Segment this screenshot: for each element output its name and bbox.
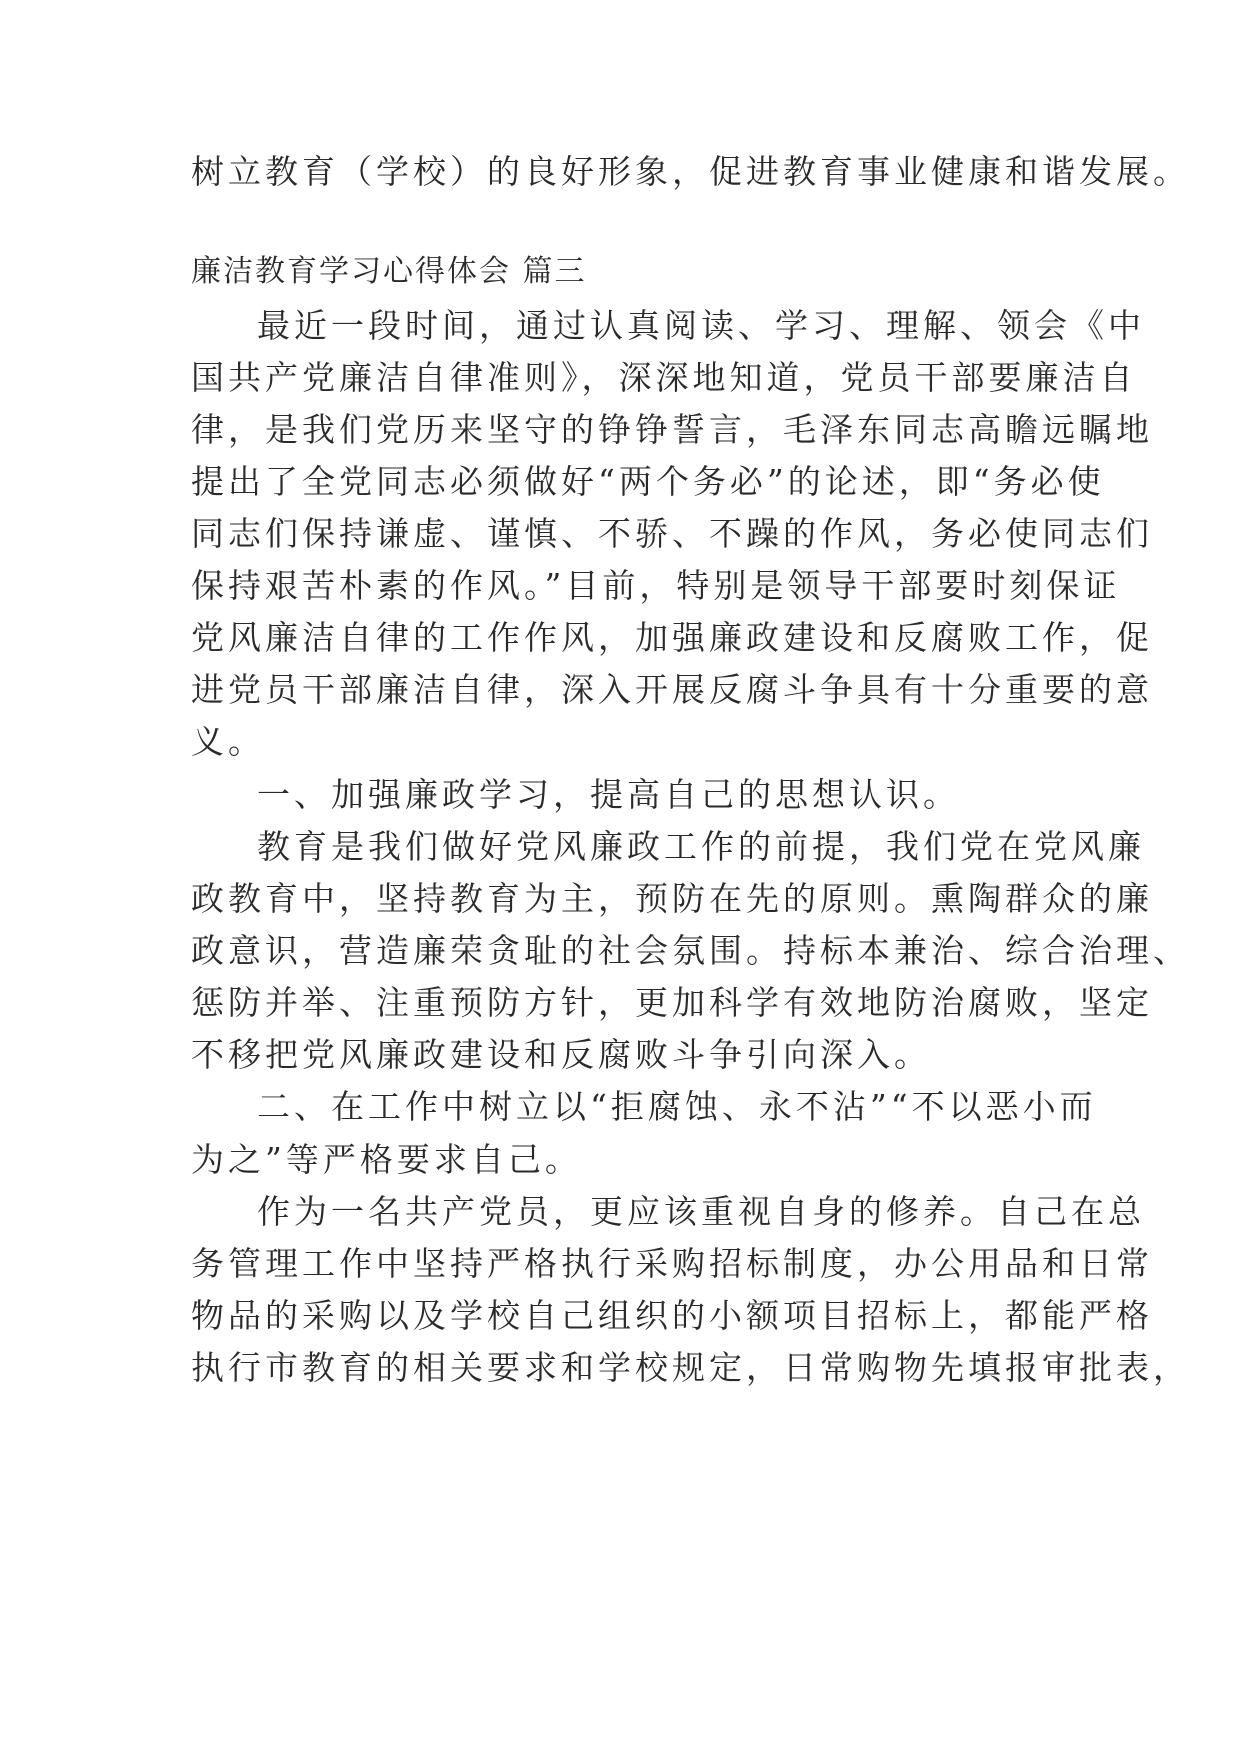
paragraph-line: 律，是我们党历来坚守的铮铮誓言，毛泽东同志高瞻远瞩地 — [191, 410, 1153, 449]
paragraph-line: 同志们保持谦虚、谨慎、不骄、不躁的作风，务必使同志们 — [191, 514, 1153, 553]
paragraph-line: 保持艰苦朴素的作风。”目前，特别是领导干部要时刻保证 — [191, 566, 1121, 605]
paragraph-line: 进党员干部廉洁自律，深入开展反腐斗争具有十分重要的意 — [191, 670, 1153, 709]
section-heading: 廉洁教育学习心得体会 篇三 — [191, 254, 587, 289]
paragraph-line: 务管理工作中坚持严格执行采购招标制度，办公用品和日常 — [191, 1244, 1153, 1283]
paragraph-line: 国共产党廉洁自律准则》，深深地知道，党员干部要廉洁自 — [191, 358, 1137, 397]
paragraph-line: 树立教育（学校）的良好形象，促进教育事业健康和谐发展。 — [191, 152, 1190, 191]
subheading-line: 一、加强廉政学习，提高自己的思想认识。 — [257, 775, 960, 814]
paragraph-line: 义。 — [191, 722, 265, 761]
paragraph-line: 物品的采购以及学校自己组织的小额项目招标上，都能严格 — [191, 1296, 1153, 1335]
paragraph-line: 执行市教育的相关要求和学校规定，日常购物先填报审批表， — [191, 1348, 1190, 1387]
paragraph-line: 最近一段时间，通过认真阅读、学习、理解、领会《中 — [257, 306, 1145, 345]
subheading-line: 二、在工作中树立以“拒腐蚀、永不沾”“不以恶小而 — [257, 1087, 1097, 1126]
paragraph-line: 不移把党风廉政建设和反腐败斗争引向深入。 — [191, 1035, 931, 1074]
paragraph-line: 党风廉洁自律的工作作风，加强廉政建设和反腐败工作，促 — [191, 618, 1153, 657]
paragraph-line: 惩防并举、注重预防方针，更加科学有效地防治腐败，坚定 — [191, 983, 1153, 1022]
paragraph-line: 教育是我们做好党风廉政工作的前提，我们党在党风廉 — [257, 827, 1145, 866]
paragraph-line: 提出了全党同志必须做好“两个务必”的论述，即“务必使 — [191, 462, 1105, 501]
paragraph-line: 为之”等严格要求自己。 — [191, 1140, 582, 1179]
paragraph-line: 政教育中，坚持教育为主，预防在先的原则。熏陶群众的廉 — [191, 879, 1153, 918]
paragraph-line: 政意识，营造廉荣贪耻的社会氛围。持标本兼治、综合治理、 — [191, 931, 1190, 970]
paragraph-line: 作为一名共产党员，更应该重视自身的修养。自己在总 — [257, 1192, 1145, 1231]
